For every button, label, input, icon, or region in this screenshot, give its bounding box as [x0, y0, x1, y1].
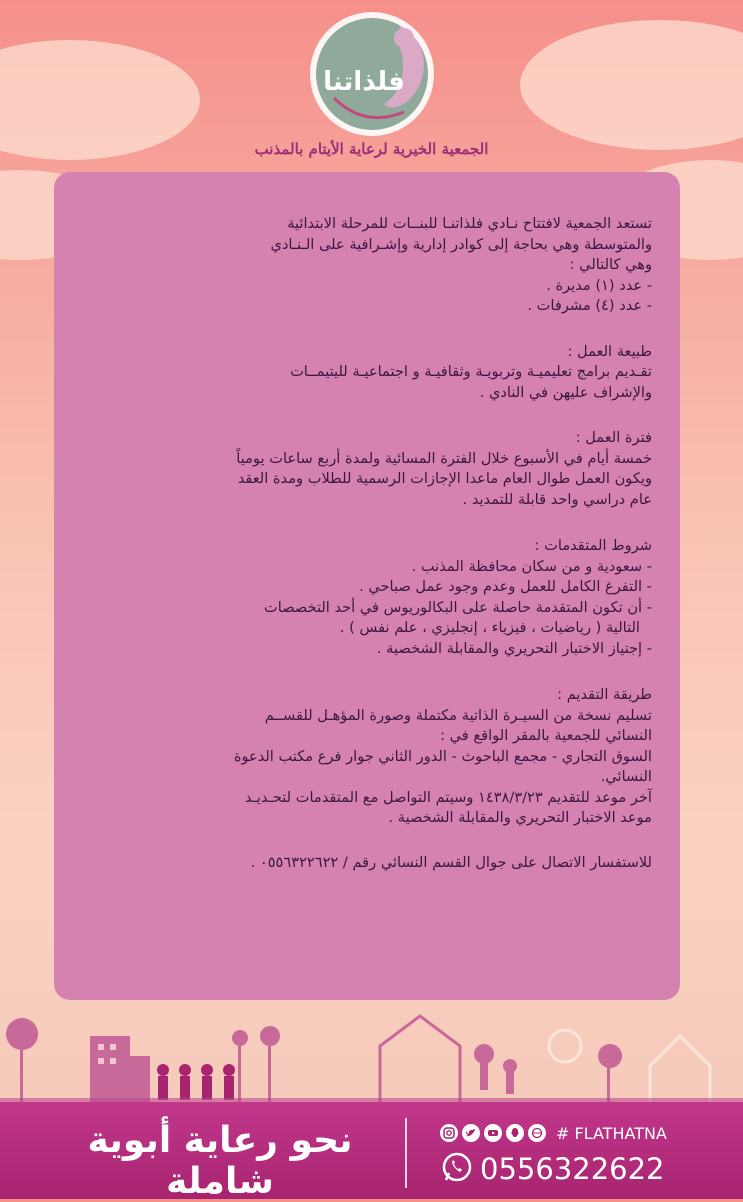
- footer-phone-number[interactable]: 0556322622: [480, 1152, 665, 1186]
- twitter-icon[interactable]: [462, 1124, 480, 1142]
- decorative-scene: [0, 1006, 743, 1106]
- section-line: آخر موعد للتقديم ١٤٣٨/٣/٢٣ وسيتم التواصل مع المتقدمات لتحـديـد: [244, 788, 652, 806]
- youtube-icon[interactable]: [484, 1124, 502, 1142]
- footer-divider: [405, 1118, 407, 1188]
- section-line: التالية ( رياضيات ، فيزياء ، إنجليزي ، علم نفس ) .: [339, 619, 640, 636]
- section-line: - إجتياز الاختبار التحريري والمقابلة الشخصية .: [376, 639, 652, 657]
- section-line: تقـديم برامج تعليميـة وتربويـة وثقافيـة و اجتماعيـة لليتيمــات: [290, 363, 652, 380]
- logo-text: فلذاتنا: [323, 67, 405, 97]
- section-heading-work-period: فترة العمل :: [575, 429, 652, 446]
- section-line: ويكون العمل طوال العام ماعدا الإجازات الرسمية للطلاب ومدة العقد: [237, 470, 652, 487]
- section-line: خمسة أيام في الأسبوع خلال الفترة المسائية ولمدة أربع ساعات يومياً: [236, 449, 652, 467]
- section-line: والإشراف عليهن في النادي .: [479, 383, 652, 401]
- intro-line: تستعد الجمعية لافتتاح نـادي فلذاتنـا للبنــات للمرحلة الابتدائية: [287, 215, 652, 232]
- instagram-icon[interactable]: [440, 1124, 458, 1142]
- snapchat-icon[interactable]: [506, 1124, 524, 1142]
- hashtag-label: # FLATHATNA: [556, 1123, 667, 1143]
- intro-line: والمتوسطة وهي بحاجة إلى كوادر إدارية وإشـرافية على الـنـادي: [270, 235, 652, 253]
- intro-line: - عدد (١) مديرة .: [546, 276, 652, 294]
- section-heading-application: طريقة التقديم :: [557, 686, 652, 703]
- whatsapp-icon: [440, 1150, 474, 1188]
- intro-line: وهي كالتالي :: [569, 256, 652, 273]
- footer-phone-row: [440, 1150, 665, 1188]
- section-line: موعد الاختبار التحريري والمقابلة الشخصية .: [388, 809, 652, 826]
- contact-line: للاستفسار الاتصال على جوال القسم النسائي رقم / ٠٥٥٦٣٢٢٦٢٢ .: [250, 853, 652, 871]
- section-line: النسائي.: [600, 768, 652, 785]
- section-line: النسائي للجمعية بالمقر الواقع في :: [440, 727, 652, 744]
- section-line: تسليم نسخة من السيـرة الذاتية مكتملة وصورة المؤهـل للقســم: [264, 706, 652, 724]
- organization-name: الجمعية الخيرية لرعاية الأيتام بالمذنب: [254, 140, 489, 158]
- section-line: - أن تكون المتقدمة حاصلة على البكالوريوس في أحد التخصصات: [264, 598, 652, 616]
- web-icon[interactable]: [528, 1124, 546, 1142]
- section-heading-requirements: شروط المتقدمات :: [534, 537, 652, 554]
- section-line: - سعودية و من سكان محافظة المذنب .: [411, 557, 652, 575]
- section-heading-work-nature: طبيعة العمل :: [567, 342, 652, 360]
- footer-slogan: نحو رعاية أبوية شاملة: [87, 1120, 353, 1202]
- announcement-content: [80, 214, 652, 873]
- background-cloud: [520, 20, 743, 150]
- intro-line: - عدد (٤) مشرفات .: [527, 297, 652, 314]
- social-links: [440, 1122, 667, 1144]
- section-line: - التفرغ الكامل للعمل وعدم وجود عمل صباحي .: [359, 578, 652, 595]
- section-line: عام دراسي واحد قابلة للتمديد .: [462, 490, 652, 508]
- section-line: السوق التجاري - مجمع الباحوث - الدور الثاني جوار فرع مكتب الدعوة: [233, 747, 652, 765]
- logo: [304, 8, 440, 144]
